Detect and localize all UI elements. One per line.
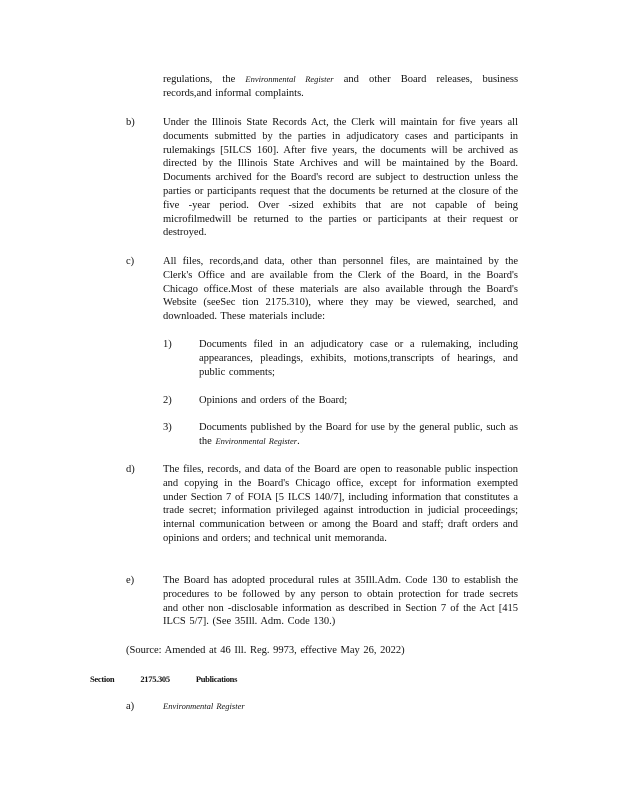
item-3-suffix: .: [297, 435, 300, 447]
paragraph-a-label: a): [126, 701, 135, 712]
item-3-prefix: Documents published by the Board for use by the general public, such as the: [199, 422, 518, 447]
paragraph-d-text: The files, records, and data of the Board are open to reasonable public inspection and copying in the Board's Chicago office, except for information exempted under Section 7 of FOIA [5 ILCS 140/7], including information that constitutes a trade secret; information privileged against introduction in judicial proceedings; internal communication between or among the Board and staff; draft orders and opinions and orders; and technical unit memoranda.: [163, 464, 518, 544]
environmental-register-italic: Environmental Register: [163, 701, 245, 711]
paragraph-d-label: d): [126, 464, 135, 475]
section-heading: [90, 673, 237, 687]
paragraph-e-text: The Board has adopted procedural rules at 35Ill.Adm. Code 130 to establish the procedures to be followed by any person to obtain protection for trade secrets and other non -disclosable information as described in Section 7 of the Act [415 ILCS 5/7]. (See 35Ill. Adm. Code 130.): [163, 575, 518, 628]
item-2-label: 2): [163, 395, 172, 406]
section-word: Section: [90, 674, 115, 684]
paragraph-a-text: [163, 700, 518, 714]
item-2-text: Opinions and orders of the Board;: [199, 395, 348, 406]
environmental-register-italic: Environmental Register: [245, 74, 334, 84]
paragraph-b-text: Under the Illinois State Records Act, the Clerk will maintain for five years all documents submitted by the parties in adjudicatory cases and participants in rulemakings [5ILCS 160]. After five years, the documents will be archived as directed by the Illinois State Archives and will be maintained by the Board. Documents archived for the Board's record are subject to destruction unless the parties or participants request that the documents be returned at the closure of the five -year period. Over -sized exhibits that are not capable of being microfilmedwill be returned to the parties or participants at their request or destroyed.: [163, 117, 518, 239]
item-3-text: [199, 421, 518, 449]
item-1-text: Documents filed in an adjudicatory case or a rulemaking, including appearances, pleadings, exhibits, motions,transcripts of hearings, and public comments;: [199, 339, 518, 378]
source-note: (Source: Amended at 46 Ill. Reg. 9973, effective May 26, 2022): [126, 645, 405, 656]
item-1-label: 1): [163, 339, 172, 350]
section-title: Publications: [195, 674, 238, 684]
environmental-register-italic: Environmental Register: [215, 435, 298, 446]
paragraph-c-label: c): [126, 256, 135, 267]
continuation-suffix: and other Board releases, business records,and informal complaints.: [163, 74, 519, 99]
paragraph-c-text: All files, records,and data, other than personnel files, are maintained by the Clerk's Office and are available from the Clerk of the Board, in the Board's Chicago office.Most of these materials are also available through the Board's Website (seeSec tion 2175.310), where they may be viewed, searched, and downloaded. These materials include:: [163, 256, 518, 323]
paragraph-e-label: e): [126, 575, 135, 586]
paragraph-b-label: b): [126, 117, 135, 128]
item-3-label: 3): [163, 422, 172, 433]
continuation-prefix: regulations, the: [163, 74, 236, 85]
section-number: 2175.305: [140, 674, 170, 684]
continuation-paragraph: [163, 73, 518, 101]
